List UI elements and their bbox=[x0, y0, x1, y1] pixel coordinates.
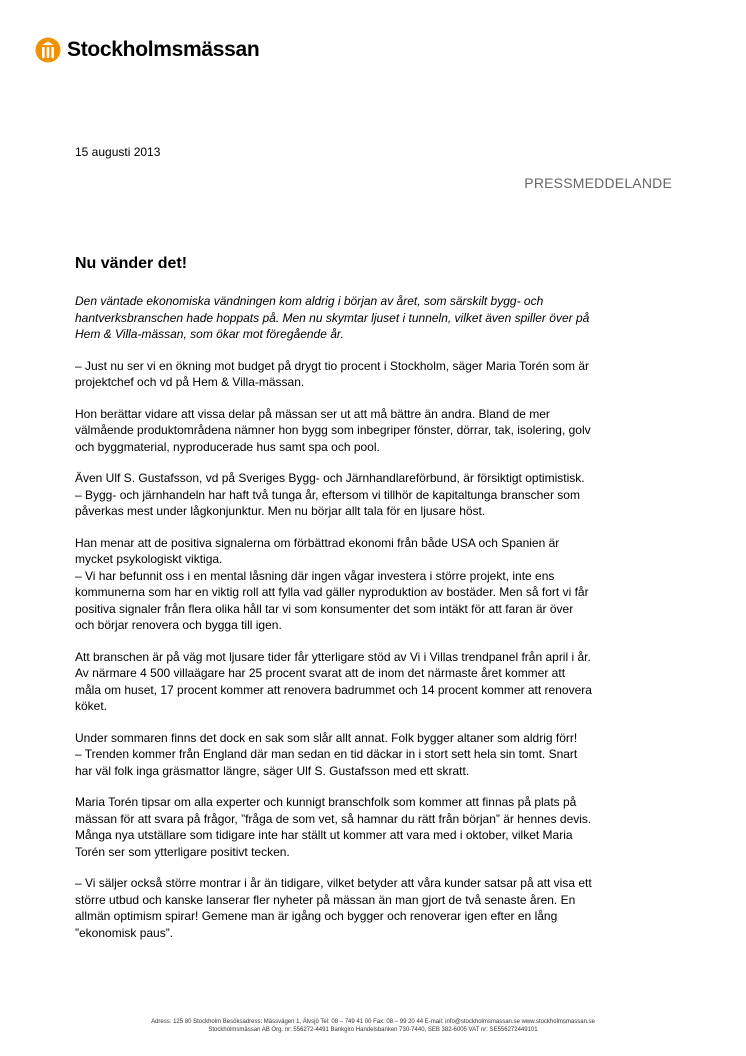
article-body bbox=[75, 293, 675, 956]
body-paragraph: Att branschen är på väg mot ljusare tider får ytterligare stöd av Vi i Villas trendpanel från april i år. Av närmare 4 500 villaägare har 25 procent svarat att de inom det närmaste året kommer att måla om huset, 17 procent kommer att renovera badrummet och 14 procent kommer att renovera köket. bbox=[75, 649, 592, 713]
body-paragraph: Även Ulf S. Gustafsson, vd på Sveriges Bygg- och Järnhandlareförbund, är försiktigt optimistisk. – Bygg- och järnhandeln har haft två tunga år, eftersom vi tillhör de kapitaltunga branscher som påverkas mest under lågkonjunktur. Men nu börjar allt tala för en ljusare höst. bbox=[75, 471, 585, 518]
headline: Nu vänder det! bbox=[75, 255, 188, 272]
body-paragraph: – Just nu ser vi en ökning mot budget på drygt tio procent i Stockholm, säger Maria Torén som är projektchef och vd på Hem & Villa-mässan. bbox=[75, 358, 590, 389]
body-paragraph: Maria Torén tipsar om alla experter och kunnigt branschfolk som kommer att finnas på plats på mässan för att svara på frågor, ”fråga de som vet, så hamnar du rätt från början” är hennes devis. Många nya utställare som tidigare inte har ställt ut kommer att vara med i oktober, vilket Maria Torén ser som ytterligare positivt tecken. bbox=[75, 795, 592, 859]
document-type: PRESSMEDDELANDE bbox=[524, 175, 672, 191]
release-date: 15 augusti 2013 bbox=[75, 145, 161, 159]
body-paragraph: Under sommaren finns det dock en sak som slår allt annat. Folk bygger altaner som aldrig förr! – Trenden kommer från England där man sedan en tid däckar in i stort sett hela sin tomt. Snart har väl folk inga gräsmattor längre, säger Ulf S. Gustafsson med ett skratt. bbox=[75, 730, 578, 778]
logo-text: Stockholmsmässan bbox=[67, 38, 260, 61]
footer-address-line: Adress: 125 80 Stockholm Besöksadress: Mässvägen 1, Älvsjö Tel: 08 – 749 41 00 Fax: 08 – 99 20 44 E-mail: info@stockholmsmassan.se www.stockholmsmassan.se bbox=[151, 1019, 595, 1025]
body-paragraph: Hon berättar vidare att vissa delar på mässan ser ut att må bättre än andra. Bland de mer välmående produktområdena nämner hon bygg som inbegriper fönster, dörrar, tak, isolering, golv och byggmaterial, nyproducerade hus samt spa och pool. bbox=[75, 406, 591, 454]
body-paragraph: – Vi säljer också större montrar i år än tidigare, vilket betyder att våra kunder satsar på att visa ett större utbud och kanske lanserar fler nyheter på mässan än man gjort de två senaste åren. En allmän optimism spirar! Gemene man är igång och bygger och renoverar igen efter en lång ”ekonomisk paus”. bbox=[75, 876, 592, 940]
stockholmsmassan-logo-icon bbox=[35, 37, 61, 63]
footer-company-line: Stockholmsmässan AB Org. nr: 556272-4491 Bankgiro Handelsbanken 730-7440, SEB 382-6005 VAT nr: SE556272449101 bbox=[208, 1027, 538, 1033]
lead-paragraph: Den väntade ekonomiska vändningen kom aldrig i början av året, som särskilt bygg- och hantverksbranschen hade hoppats på. Men nu skymtar ljuset i tunneln, vilket även spiller över på Hem & Villa-mässan, som ökar mot föregående år. bbox=[75, 294, 590, 341]
page-footer bbox=[0, 1018, 746, 1034]
body-paragraph: Han menar att de positiva signalerna om förbättrad ekonomi från både USA och Spanien är mycket psykologiskt viktiga. – Vi har befunnit oss i en mental låsning där ingen vågar investera i större projekt, inte ens kommunerna som har en viktig roll att fylla vad gäller nyproduktion av bostäder. Men så fort vi får positiva signaler från flera olika håll tar vi som konsumenter det som intäkt för att faran är över och börjar renovera och bygga till igen. bbox=[75, 535, 589, 632]
company-logo bbox=[35, 37, 259, 63]
